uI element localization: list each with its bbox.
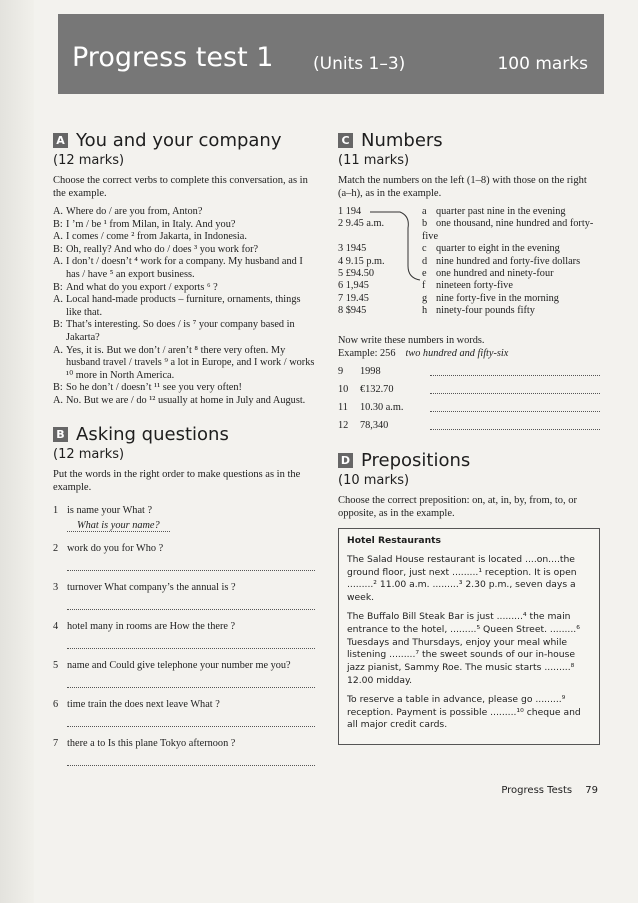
question-number: 1 <box>53 504 59 516</box>
option-text: one hundred and ninety-four <box>436 268 554 279</box>
footer-label: Progress Tests <box>501 785 573 796</box>
option-letter: d <box>422 255 428 267</box>
question-line <box>53 542 315 555</box>
option-text: ninety-four pounds fifty <box>436 305 535 317</box>
question-line <box>53 504 315 517</box>
speaker-label: A. <box>53 294 64 306</box>
section-c-instructions: Match the numbers on the left (1–8) with those on the right (a–h), as in the example. <box>338 175 587 199</box>
question-words: hotel many in rooms are How the there ? <box>67 620 236 632</box>
word-row <box>338 401 600 414</box>
right-option <box>422 256 600 268</box>
answer-line[interactable] <box>67 716 315 727</box>
option-text: nine hundred and forty-five dollars <box>436 255 581 267</box>
question-item <box>53 737 315 766</box>
left-number: 7 19.45 <box>338 292 369 304</box>
question-number: 3 <box>53 581 59 593</box>
section-b-instructions: Put the words in the right order to make questions as in the example. <box>53 468 301 493</box>
section-c-title: Numbers <box>361 130 443 151</box>
conversation-line <box>53 382 315 395</box>
section-c <box>338 130 600 432</box>
line-text: Yes, it is. But we don’t / aren’t ⁸ there very often. My husband travel / travels ⁹ a lot in Europe, and I work / works ¹⁰ more in North America. <box>66 344 315 381</box>
word-row-number: 10 <box>338 384 349 395</box>
question-item <box>53 620 315 649</box>
word-row-value: 1998 <box>360 366 381 377</box>
section-b-marks: (12 marks) <box>53 446 125 462</box>
panel-paragraph: The Buffalo Bill Steak Bar is just .........⁴ the main entrance to the hotel, .........⁵ Queen Street. .........⁶ Tuesdays and Thursdays, enjoy your meal while listening .........⁷ the sweet sounds of our in-house jazz pianist, Sammy Roe. The music starts .........⁸ 12.00 midday. <box>347 610 580 686</box>
option-letter: e <box>422 268 427 279</box>
conversation-line <box>53 345 315 383</box>
section-d <box>338 450 600 745</box>
question-number: 5 <box>53 659 59 671</box>
word-rows <box>338 365 600 432</box>
speaker-label: B: <box>53 382 63 394</box>
line-text: And what do you export / exports ⁶ ? <box>66 281 218 293</box>
hotel-restaurants-panel <box>338 528 600 745</box>
panel-paragraph: The Salad House restaurant is located ....on....the ground floor, just next .........¹ reception. It is open .........² 11.00 a.m. .........³ 2.30 p.m., seven days a week. <box>347 553 577 604</box>
answer-line[interactable] <box>67 599 315 610</box>
panel-title: Hotel Restaurants <box>347 535 442 546</box>
conversation <box>53 206 315 408</box>
line-text: No. But we are / do ¹² usually at home in July and August. <box>66 394 306 406</box>
question-item <box>53 542 315 571</box>
line-text: That’s interesting. So does / is ⁷ your company based in Jakarta? <box>66 319 295 343</box>
right-option <box>422 305 600 317</box>
title-banner <box>58 14 604 94</box>
right-option <box>422 243 600 255</box>
section-d-marks: (10 marks) <box>338 473 410 488</box>
option-letter: g <box>422 292 428 304</box>
option-letter: b <box>422 218 428 230</box>
speaker-label: B: <box>53 281 63 293</box>
left-number: 6 1,945 <box>338 280 369 292</box>
question-number: 7 <box>53 737 59 749</box>
line-text: I ’m / be ¹ from Milan, in Italy. And you? <box>66 218 236 230</box>
left-number: 8 $945 <box>338 305 367 317</box>
conversation-line <box>53 256 315 281</box>
conversation-line <box>53 231 315 244</box>
section-d-title: Prepositions <box>361 450 471 471</box>
question-line <box>53 737 315 750</box>
number-words <box>338 334 600 432</box>
word-row-number: 9 <box>338 366 344 377</box>
conversation-line <box>53 244 315 257</box>
word-row <box>338 365 600 378</box>
question-number: 4 <box>53 620 59 632</box>
conversation-line <box>53 395 315 408</box>
right-option <box>422 280 600 292</box>
conversation-line <box>53 219 315 232</box>
conversation-line <box>53 206 315 219</box>
section-d-badge: D <box>338 453 353 468</box>
speaker-label: A. <box>53 256 64 268</box>
left-column <box>53 130 315 766</box>
word-row-value: 10.30 a.m. <box>360 402 404 413</box>
right-option <box>422 268 600 280</box>
page-gutter <box>0 0 34 903</box>
option-letter: c <box>422 243 427 255</box>
line-text: So he don’t / doesn’t ¹¹ see you very often! <box>66 382 242 394</box>
question-words: is name your What ? <box>67 504 153 516</box>
example-value: two hundred and fifty-six <box>405 348 509 359</box>
section-b-title: Asking questions <box>76 423 229 445</box>
panel-paragraph: To reserve a table in advance, please go .........⁹ reception. Payment is possible .........¹⁰ cheque and all major credit cards. <box>347 693 581 731</box>
panel-text <box>347 554 591 732</box>
speaker-label: B: <box>53 319 63 331</box>
question-words: there a to Is this plane Tokyo afternoon ? <box>67 737 236 749</box>
word-row-number: 11 <box>338 402 348 413</box>
left-number: 5 £94.50 <box>338 268 375 279</box>
right-option <box>422 293 600 305</box>
answer-line[interactable] <box>430 401 600 412</box>
answer-line[interactable] <box>430 365 600 376</box>
line-text: Oh, really? And who do / does ³ you work for? <box>66 243 259 255</box>
question-words: turnover What company’s the annual is ? <box>67 581 236 593</box>
option-letter: a <box>422 206 427 217</box>
question-line <box>53 620 315 633</box>
conversation-line <box>53 294 315 319</box>
conversation-line <box>53 282 315 295</box>
speaker-label: A. <box>53 394 64 406</box>
line-text: I comes / come ² from Jakarta, in Indonesia. <box>66 231 247 243</box>
example-label: Example: 256 <box>338 348 396 359</box>
section-d-instructions: Choose the correct preposition: on, at, in, by, from, to, or opposite, as in the example. <box>338 495 578 519</box>
question-list <box>53 504 315 766</box>
question-item <box>53 504 315 532</box>
option-text: one thousand, nine hundred and forty-five <box>422 218 594 242</box>
example-answer-text: What is your name? <box>67 520 170 532</box>
right-option <box>422 218 600 243</box>
write-instructions: Now write these numbers in words. <box>338 335 485 346</box>
section-a <box>53 130 315 408</box>
units-label: (Units 1–3) <box>313 54 406 74</box>
left-number: 1 194 <box>338 206 362 217</box>
answer-line[interactable] <box>67 638 315 649</box>
answer-line[interactable] <box>430 383 600 394</box>
conversation-line <box>53 319 315 344</box>
option-letter: f <box>422 280 426 292</box>
speaker-label: B: <box>53 218 63 230</box>
option-letter: h <box>422 305 428 317</box>
question-number: 6 <box>53 698 59 710</box>
line-text: I don’t / doesn’t ⁴ work for a company. My husband and I has / have ⁵ an export business. <box>66 256 303 280</box>
question-line <box>53 581 315 594</box>
speaker-label: A. <box>53 206 64 217</box>
option-text: nineteen forty-five <box>436 280 513 292</box>
answer-line[interactable] <box>67 560 315 571</box>
page-title: Progress test 1 <box>72 42 274 73</box>
question-item <box>53 659 315 688</box>
speaker-label: B: <box>53 243 63 255</box>
word-row <box>338 419 600 432</box>
total-marks: 100 marks <box>497 54 588 74</box>
question-words: time train the does next leave What ? <box>67 698 220 710</box>
right-option <box>422 206 600 218</box>
question-words: name and Could give telephone your number me you? <box>67 659 291 671</box>
word-row-number: 12 <box>338 420 349 431</box>
section-a-badge: A <box>53 133 68 148</box>
line-text: Where do / are you from, Anton? <box>66 206 203 217</box>
speaker-label: A. <box>53 231 64 243</box>
speaker-label: A. <box>53 344 64 356</box>
option-text: nine forty-five in the morning <box>436 292 559 304</box>
section-c-marks: (11 marks) <box>338 153 410 168</box>
section-b-badge: B <box>53 427 68 442</box>
page-number: 79 <box>585 785 598 796</box>
word-row <box>338 383 600 396</box>
line-text: Local hand-made products – furniture, ornaments, things like that. <box>66 294 301 318</box>
right-column <box>338 130 600 745</box>
left-number: 4 9.15 p.m. <box>338 255 385 267</box>
question-item <box>53 581 315 610</box>
question-item <box>53 698 315 727</box>
answer-line[interactable] <box>430 419 600 430</box>
option-text: quarter past nine in the evening <box>436 206 566 217</box>
matching-grid <box>338 206 600 330</box>
question-number: 2 <box>53 542 59 554</box>
option-text: quarter to eight in the evening <box>436 243 560 255</box>
left-number: 3 1945 <box>338 243 367 255</box>
answer-line[interactable] <box>67 755 315 766</box>
section-a-instructions: Choose the correct verbs to complete this conversation, as in the example. <box>53 175 308 199</box>
question-line <box>53 659 315 672</box>
section-b <box>53 424 315 766</box>
word-row-value: 78,340 <box>360 420 389 431</box>
answer-line[interactable] <box>67 677 315 688</box>
word-row-value: €132.70 <box>360 384 394 395</box>
example-answer <box>67 519 315 532</box>
page-footer <box>501 785 598 796</box>
left-number: 2 9.45 a.m. <box>338 218 385 230</box>
section-a-marks: (12 marks) <box>53 153 125 168</box>
question-line <box>53 698 315 711</box>
question-words: work do you for Who ? <box>67 542 164 554</box>
section-a-title: You and your company <box>76 130 282 151</box>
section-c-badge: C <box>338 133 353 148</box>
